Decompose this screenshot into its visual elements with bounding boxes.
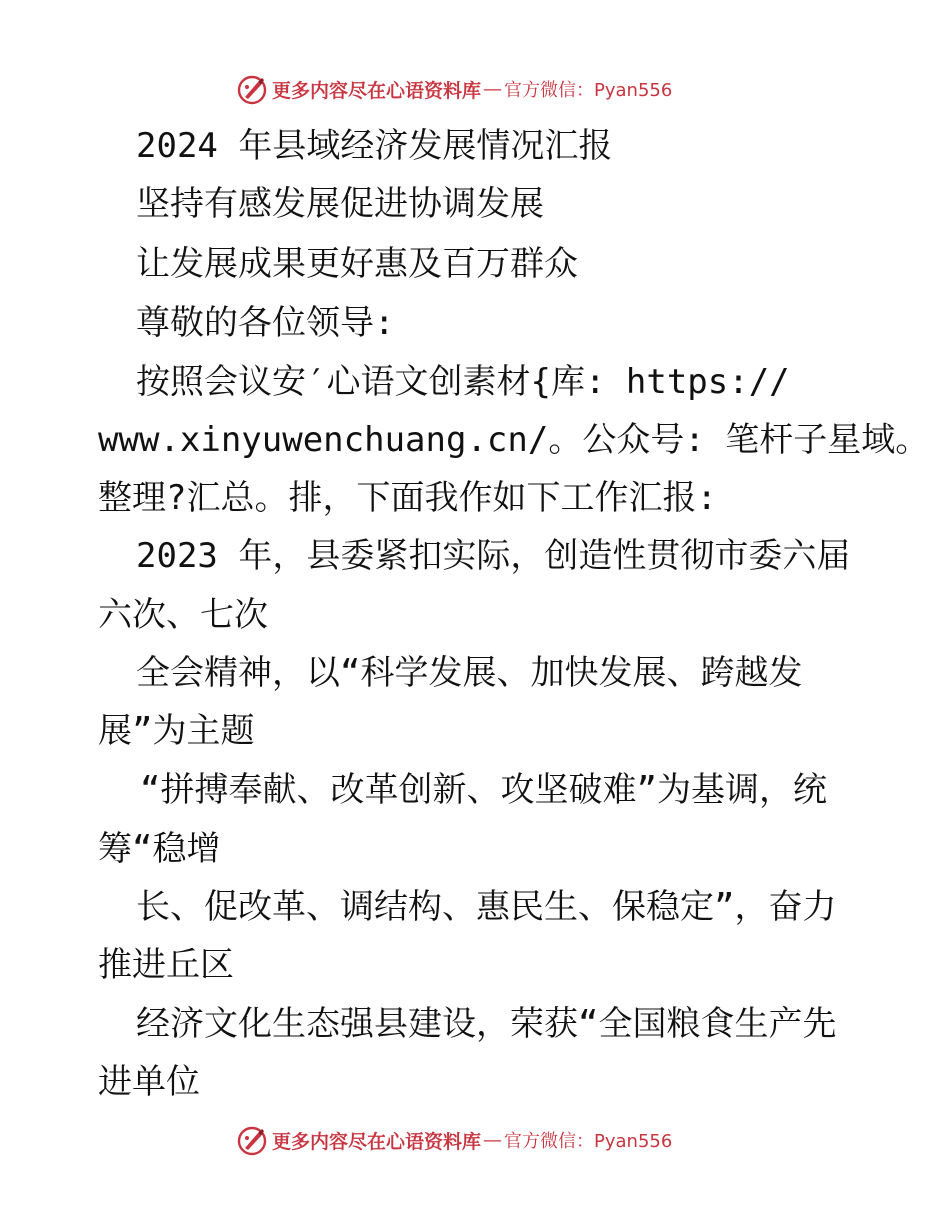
paragraph-line: 长、促改革、调结构、惠民生、保稳定”，奋力 <box>136 887 837 927</box>
paragraph-line: 展”为主题 <box>98 711 255 751</box>
paragraph-line: 按照会议安′心语文创素材{库: https:// <box>136 362 790 402</box>
paragraph-line: 全会精神，以“科学发展、加快发展、跨越发 <box>136 653 803 693</box>
document-subtitle: 让发展成果更好惠及百万群众 <box>136 244 578 284</box>
paragraph-line: 推进丘区 <box>98 945 234 985</box>
document-subtitle: 坚持有感发展促进协调发展 <box>136 184 544 224</box>
pen-seal-logo-icon <box>236 1124 268 1156</box>
paragraph-line: 筹“稳增 <box>98 829 221 869</box>
paragraph-line: 六次、七次 <box>98 595 268 635</box>
watermark-official-wechat: 官方微信：Pyan556 <box>504 80 673 101</box>
watermark-brand-text: 更多内容尽在心语资料库 <box>272 1130 482 1153</box>
document-title: 2024 年县域经济发展情况汇报 <box>136 126 613 166</box>
footer-watermark <box>236 1124 716 1156</box>
watermark-separator: — <box>483 78 503 100</box>
watermark-official-wechat: 官方微信：Pyan556 <box>504 1131 673 1152</box>
paragraph-line: 经济文化生态强县建设，荣获“全国粮食生产先 <box>136 1004 837 1044</box>
salutation: 尊敬的各位领导: <box>136 303 395 343</box>
paragraph-line: 整理?汇总。排，下面我作如下工作汇报: <box>98 478 717 518</box>
paragraph-line: 进单位 <box>98 1062 200 1102</box>
watermark-separator: — <box>483 1129 503 1151</box>
paragraph-line: “拼搏奉献、改革创新、攻坚破难”为基调，统 <box>140 770 827 810</box>
paragraph-line: 2023 年，县委紧扣实际，创造性贯彻市委六届 <box>136 536 851 576</box>
watermark-brand-text: 更多内容尽在心语资料库 <box>272 79 482 102</box>
paragraph-line: www.xinyuwenchuang.cn/。公众号: 笔杆子星域。 <box>98 420 930 460</box>
